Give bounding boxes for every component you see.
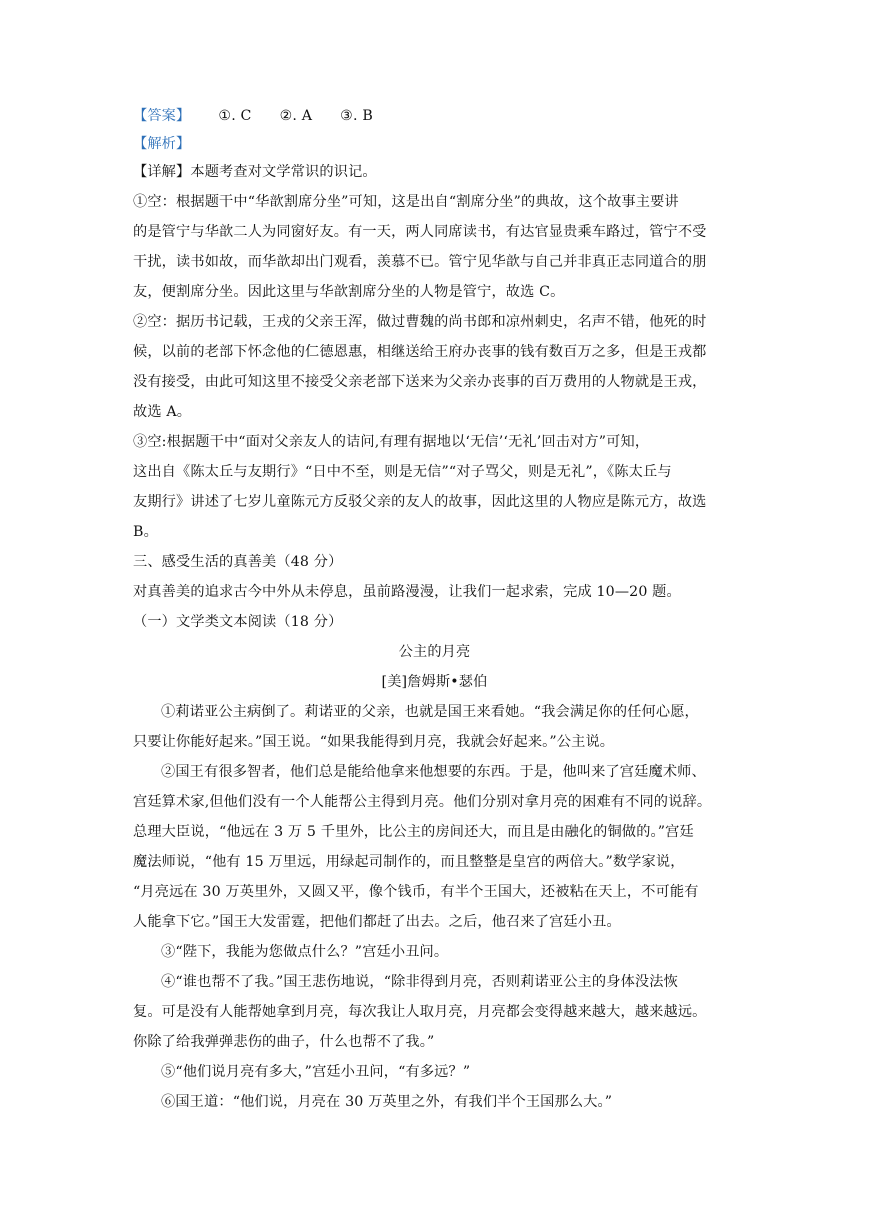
article-line: 复。可是没有人能帮她拿到月亮，每次我让人取月亮，月亮都会变得越来越大，越来越远。 [133,1004,707,1020]
article-line: 只要让你能好起来。”国王说。“如果我能得到月亮，我就会好起来。”公主说。 [133,734,615,750]
section-heading: 三、感受生活的真善美（48 分） [133,554,343,570]
answer-label: 【答案】 [133,108,191,124]
explanation-line: ①空：根据题干中“华歆割席分坐”可知，这是出自“割席分坐”的典故，这个故事主要讲 [133,194,679,210]
explanation-line: ③空:根据题干中“面对父亲友人的诘问,有理有据地以‘无信’‘无礼’回击对方”可知， [133,434,650,450]
explanation-line: 这出自《陈太丘与友期行》“日中不至，则是无信”“对子骂父，则是无礼”，《陈太丘与 [133,464,672,480]
explanation-line: 没有接受，由此可知这里不接受父亲老部下送来为父亲办丧事的百万费用的人物就是王戎， [133,374,707,390]
answer-line [133,106,373,126]
explanation-line: 故选 A。 [133,404,192,420]
article-line: 宫廷算术家,但他们没有一个人能帮公主得到月亮。他们分别对拿月亮的困难有不同的说辞。 [133,794,712,810]
article-line: 你除了给我弹弹悲伤的曲子，什么也帮不了我。” [133,1034,435,1050]
analysis-label: 【解析】 [133,136,191,152]
explanation-line: 的是管宁与华歆二人为同窗好友。有一天，两人同席读书，有达官显贵乘车路过，管宁不受 [133,224,707,240]
explanation-line: 友，便割席分坐。因此这里与华歆割席分坐的人物是管宁，故选 C。 [133,284,565,300]
article-line: “月亮远在 30 万英里外，又圆又平，像个钱币，有半个王国大，还被粘在天上，不可能有 [133,884,699,900]
answer-option-2: ②. A [279,108,313,124]
article-author: [美]詹姆斯•瑟伯 [381,674,488,690]
answer-option-1: ①. C [218,108,252,124]
section-subheading: （一）文学类文本阅读（18 分） [133,614,343,630]
detail-text: 本题考查对文学常识的识记。 [190,164,377,180]
article-line: 总理大臣说，“他远在 3 万 5 千里外，比公主的房间还大，而且是由融化的铜做的。”宫廷 [133,824,694,840]
answer-option-3: ③. B [340,108,373,124]
article-line: ⑥国王道：“他们说，月亮在 30 万英里之外，有我们半个王国那么大。” [161,1094,613,1110]
explanation-line: 干扰，读书如故，而华歆却出门观看，羡慕不已。管宁见华歆与自己并非真正志同道合的朋 [133,254,707,270]
article-title: 公主的月亮 [398,644,471,660]
explanation-line: B。 [133,524,158,540]
article-line: ②国王有很多智者，他们总是能给他拿来他想要的东西。于是，他叫来了宫廷魔术师、 [161,764,706,780]
article-line: ③“陛下，我能为您做点什么？”宫廷小丑问。 [161,944,449,960]
article-line: 人能拿下它。”国王大发雷霆，把他们都赶了出去。之后，他召来了宫廷小丑。 [133,914,621,930]
detail-label: 【详解】 [133,164,191,180]
section-intro: 对真善美的追求古今中外从未停息，虽前路漫漫，让我们一起求索，完成 10—20 题。 [133,584,681,600]
article-line: ⑤“他们说月亮有多大，”宫廷小丑问，“有多远？” [161,1064,471,1080]
article-line: ④“谁也帮不了我。”国王悲伤地说，“除非得到月亮，否则莉诺亚公主的身体没法恢 [161,974,678,990]
detail-line [133,162,377,182]
article-line: 魔法师说，“他有 15 万里远，用绿起司制作的，而且整整是皇宫的两倍大。”数学家说， [133,854,685,870]
article-line: ①莉诺亚公主病倒了。莉诺亚的父亲，也就是国王来看她。“我会满足你的任何心愿， [161,704,699,720]
explanation-line: 候，以前的老部下怀念他的仁德恩惠，相继送给王府办丧事的钱有数百万之多，但是王戎都 [133,344,707,360]
explanation-line: ②空：据历书记载，王戎的父亲王浑，做过曹魏的尚书郎和凉州刺史，名声不错，他死的时 [133,314,707,330]
explanation-line: 友期行》讲述了七岁儿童陈元方反驳父亲的友人的故事，因此这里的人物应是陈元方，故选 [133,494,707,510]
